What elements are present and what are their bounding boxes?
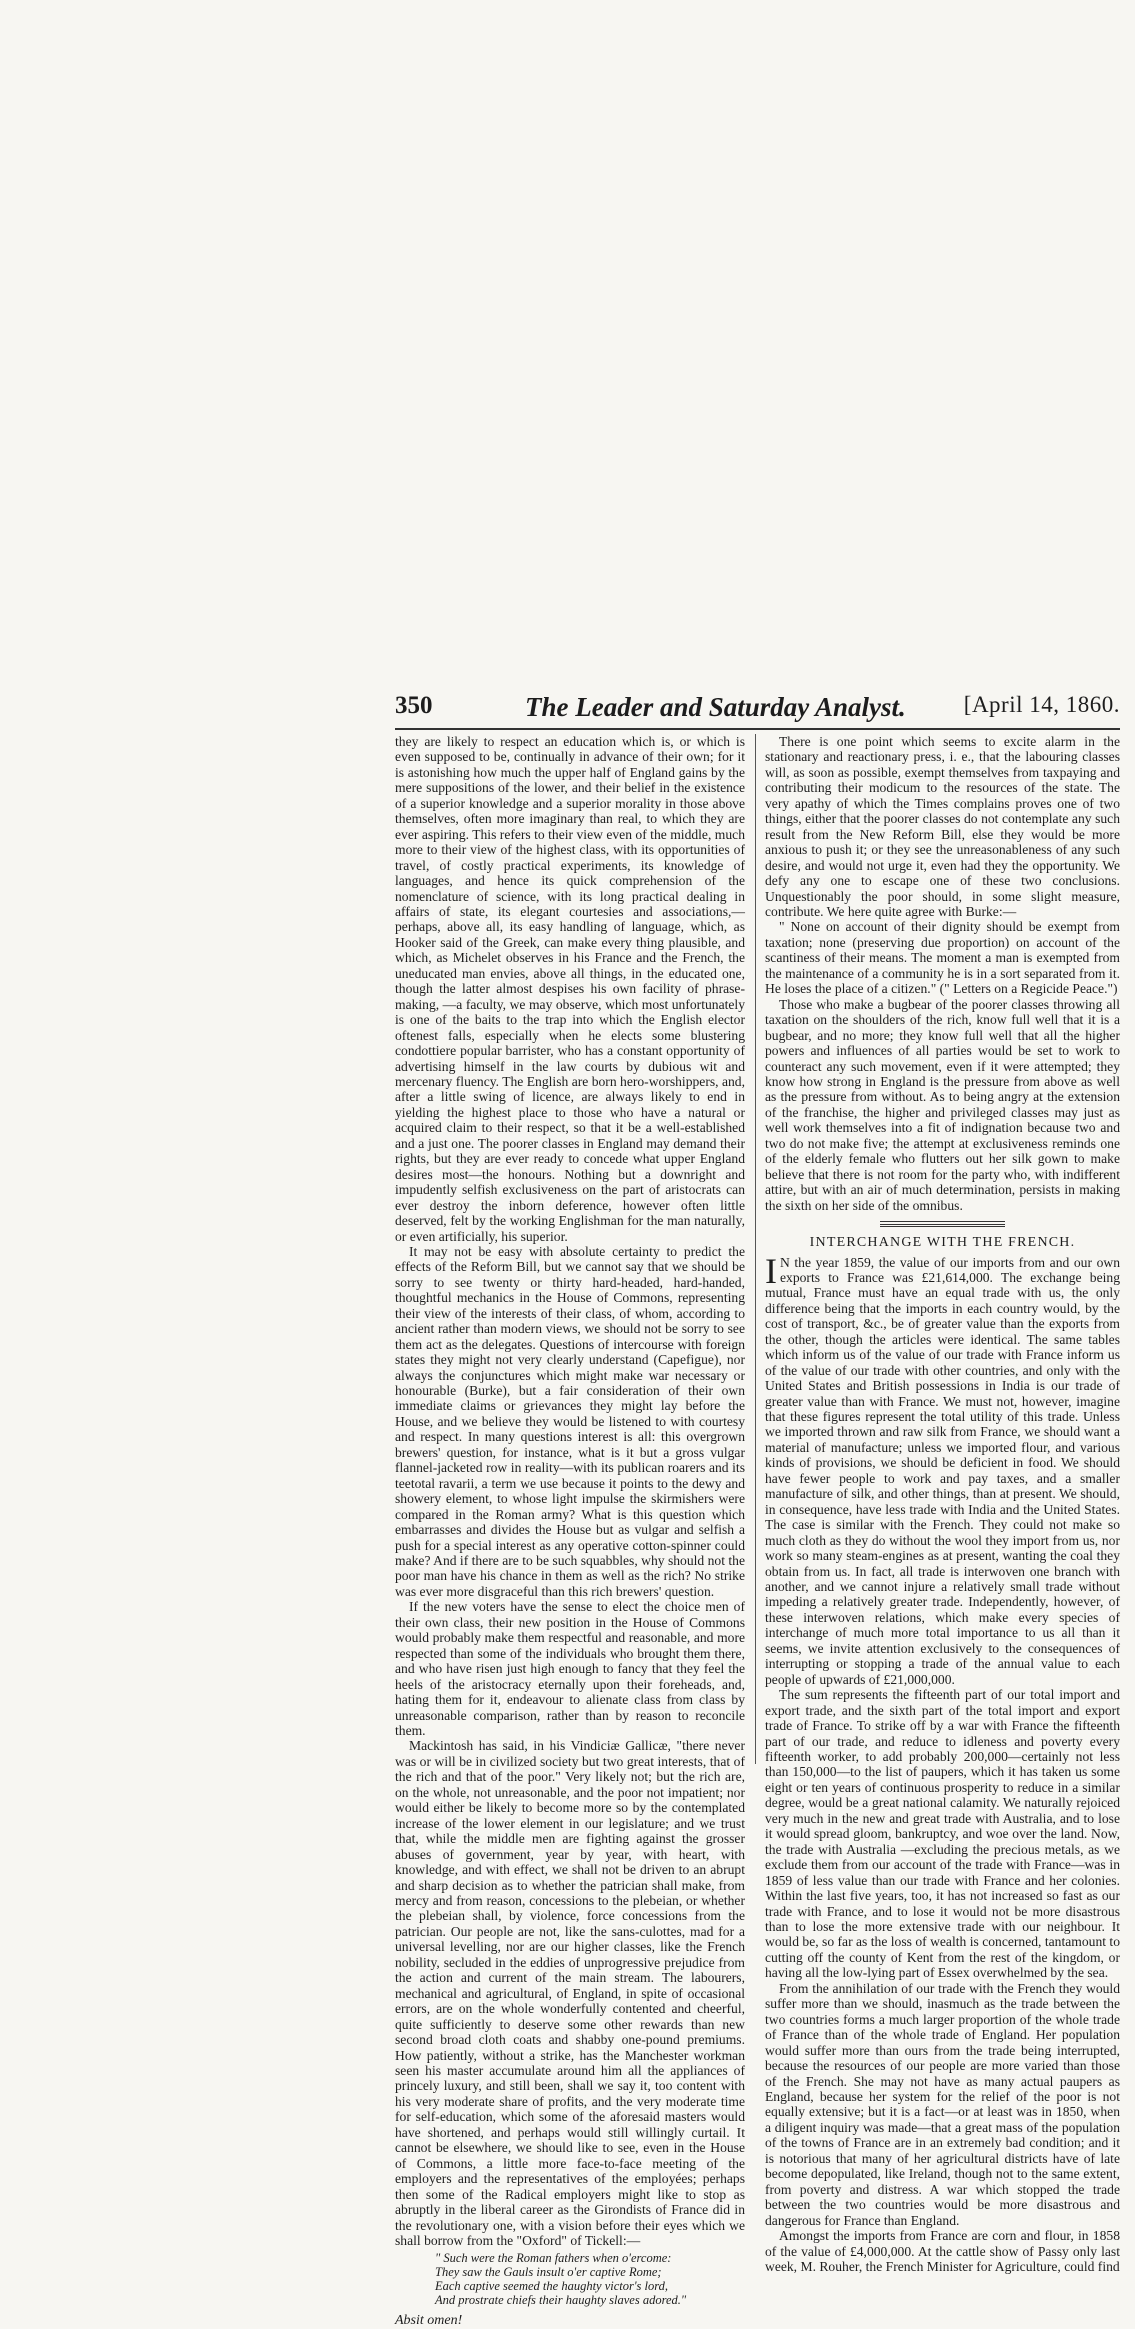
- article-paragraph: If the new voters have the sense to elect the choice men of their own class, their new position in the House of Commons would probably make them respectful and reasonable, and more respected than some of the individuals who brought them there, and who have risen just high enough to fancy that they feel the heels of the aristocracy eternally upon their foreheads, and, hating them for it, endeavour to alienate class from class by unreasonable comparison, rather than by reason to reconcile them.: [395, 1599, 745, 1738]
- section-rule-double: [880, 1224, 1005, 1227]
- article-paragraph: Those who make a bugbear of the poorer classes throwing all taxation on the shoulders of the rich, know full well that it is a bugbear, and no more; they know full well that all the higher powers and influences of all parties would be set to work to counteract any such movement, even if it were attempted; they know how strong in England is the pressure from above as well as the pressure from without. As to being angry at the extension of the franchise, the higher and privileged classes may just as well work themselves into a fit of indignation because two and two do not make five; the attempt at exclusiveness reminds one of the elderly female who flutters out her silk gown to make believe that there is not room for the party who, with indifferent attire, but with an air of much determination, persists in making the sixth on her side of the omnibus.: [765, 996, 1120, 1213]
- issue-date: [April 14, 1860.: [963, 692, 1120, 717]
- article-paragraph: It may not be easy with absolute certainty to predict the effects of the Reform Bill, but we cannot say that we should be sorry to see twenty or thirty hard-headed, hard-handed, thoughtful mechanics in the House of Commons, representing their view of the interests of their class, of whom, according to ancient rather than modern views, we should not be sorry to see them act as the delegates. Questions of intercourse with foreign states they might not very clearly understand (Capefigue), nor always the conjunctures which might make war necessary or honourable (Burke), but a fair consideration of their own immediate claims or grievances they might lay before the House, and we believe they would be listened to with courtesy and respect. In many questions interest is all: this overgrown brewers' question, for instance, what is it but a gross vulgar flannel-jacketed row in reality—with its publican roarers and its teetotal ravarii, a term we use because it points to the dewy and showery element, to whose light impulse the skirmishers were compared in the Roman army? What is this question which embarrasses and divides the House but as vulgar and selfish a push for a special interest as any operative cotton-spinner could make? And if there are to be such squabbles, why should not the poor man have his chance in them as well as the rich? No strike was ever more disgraceful than this rich brewers' question.: [395, 1243, 745, 1599]
- block-quote: " None on account of their dignity should be exempt from taxation; none (preserving due proportion) on account of the scantiness of their means. The moment a man is exempted from the maintenance of a community he is in a sort separated from it. He loses the place of a citizen." (" Letters on a Regicide Peace."): [765, 919, 1120, 997]
- section-paragraph: Amongst the imports from France are corn and flour, in 1858 of the value of £4,000,000. At the cattle show of Passy only last week, M. Rouher, the French Minister for Agriculture, could find: [765, 2228, 1120, 2274]
- drop-cap: I: [765, 1250, 777, 1291]
- page-number: 350: [395, 692, 433, 719]
- verse-line: Each captive seemed the haughty victor's lord,: [435, 2279, 669, 2294]
- masthead-rule: [395, 728, 1120, 730]
- section-rule: [880, 1221, 1005, 1222]
- section-paragraph: The sum represents the fifteenth part of our total import and export trade, and the sixth part of the total import and export trade of France. To strike off by a war with France the fifteenth part of our trade, and reduce to idleness and poverty every fifteenth worker, to add probably 200,000—certainly not less than 150,000—to the list of paupers, which it has taken us some eight or ten years of continuous prosperity to reduce in a similar degree, would be a great national calamity. We naturally rejoiced very much in the new and great trade with Australia, and to lose it would spread gloom, bankruptcy, and woe over the land. Now, the trade with Australia —excluding the precious metals, as we exclude them from our account of the trade with France—was in 1859 of less value than our trade with France and her colonies. Within the last five years, too, it has not increased so fast as our trade with France, and to lose it would not be more disastrous than to lose the more extensive trade with our neighbour. It would be, so far as the loss of wealth is concerned, tantamount to cutting off the county of Kent from the rest of the kingdom, or having all the low-lying part of Essex overwhelmed by the sea.: [765, 1687, 1120, 1981]
- article-paragraph: they are likely to respect an education which is, or which is even supposed to be, continually in advance of their own; for it is astonishing how much the upper half of England gains by the mere suppositions of the lower, and their belief in the existence of a superior knowledge and a superior morality in those above themselves, often more imaginary than real, to which they are ever aspiring. This refers to their view even of the middle, much more to their view of the highest class, with its opportunities of travel, of costly practical experiments, its knowledge of languages, and hence its quick comprehension of the nomenclature of science, with its long practical dealing in affairs of state, its elegant courtesies and associations,—perhaps, above all, its easy handling of language, which, as Hooker said of the Greek, can make every thing plausible, and which, as Michelet observes in his France and the French, the uneducated man envies, above all things, in the educated one, though the latter almost despises his own facility of phrase-making, —a faculty, we may observe, which most unfortunately is one of the baits to the trap into which the English elector oftenest falls, especially when he elects some blustering condottiere popular barrister, who has a constant opportunity of advertising himself in the law courts by dubious wit and mercenary fluency. The English are born hero-worshippers, and, after a little swing of licence, are always likely to end in yielding the highest place to those who have a natural or acquired claim to their respect, so that it be a well-established and a just one. The poorer classes in England may demand their rights, but they are ever ready to concede what upper England desires most—the honours. Nothing but a downright and impudently selfish exclusiveness on the part of aristocrats can ever destroy the inborn deference, however often little deserved, felt by the working Englishman for the man naturally, or even artificially, his superior.: [395, 734, 745, 1244]
- section-paragraph-text: N the year 1859, the value of our imports from and our own exports to France was £21,614,000. The exchange being mutual, France must have an equal trade with us, the only difference being that the imports in each country would, by the cost of transport, &c., be of greater value than the exports from the other, though the articles were identical. The same tables which inform us of the value of our trade with France inform us of the value of our trade with other countries, and only with the United States and British possessions in India is our trade of greater value than with France. We must not, however, imagine that these figures represent the total utility of this trade. Unless we imported thrown and raw silk from France, we should want a material of manufacture; unless we imported flour, and various kinds of provisions, we should be deficient in food. We should have fewer people to work and pay taxes, and a smaller manufacture of silk, and other things, than at present. We should, in consequence, have less trade with India and the United States. The case is similar with the French. They could not make so much cloth as they do without the wool they import from us, nor work so many steam-engines as at present, wanting the coal they obtain from us. In fact, all trade is interwoven one branch with another, and we cannot injure a relatively small trade without impeding a relatively greater trade. Independently, however, of these interwoven relations, which make every species of interchange of much more total importance to us all than it seems, we invite attention exclusively to the consequences of interrupting or stopping a trade of the annual value to each people of upwards of £21,000,000.: [765, 1254, 1120, 1687]
- right-column: [765, 734, 1120, 2274]
- column-divider: [755, 734, 756, 1764]
- verse-line: They saw the Gauls insult o'er captive Rome;: [435, 2265, 662, 2280]
- section-heading: INTERCHANGE WITH THE FRENCH.: [809, 1235, 1076, 1251]
- verse-line: " Such were the Roman fathers when o'ercome:: [435, 2251, 672, 2266]
- verse-line: And prostrate chiefs their haughty slaves adored.": [435, 2293, 687, 2308]
- masthead: [395, 692, 1120, 726]
- section-paragraph: [765, 1250, 1120, 1688]
- article-paragraph: There is one point which seems to excite alarm in the stationary and reactionary press, i. e., that the labouring classes will, as soon as possible, exempt themselves from taxpaying and contributing their modicum to the resources of the state. The very apathy of which the Times complains proves one of two things, either that the poorer classes do not contemplate any such result from the New Reform Bill, else they would be more anxious to push it; or they see the unreasonableness of any such desire, and would not urge it, even had they the opportunity. We defy any one to escape one of these two conclusions. Unquestionably the poor should, in some slight measure, contribute. We here quite agree with Burke:—: [765, 734, 1120, 919]
- closing-line: Absit omen!: [395, 2313, 463, 2329]
- left-column: [395, 734, 745, 2329]
- section-paragraph: From the annihilation of our trade with the French they would suffer more than we should, inasmuch as the trade between the two countries forms a much larger proportion of the whole trade of France than of the whole trade of England. Her population would suffer more than ours from the trade being interrupted, because the resources of our people are more varied than those of the French. She may not have as many actual paupers as England, because her system for the relief of the poor is not equally extensive; but it is a fact—or at least was in 1850, when a diligent inquiry was made—that a great mass of the population of the towns of France are in an extremely bad condition; and it is notorious that many of her agricultural districts have of late become depopulated, like Ireland, though not to the same extent, from poverty and distress. A war which stopped the trade between the two countries would be more disastrous and dangerous for France than England.: [765, 1980, 1120, 2228]
- journal-title: The Leader and Saturday Analyst.: [525, 692, 906, 722]
- article-paragraph: Mackintosh has said, in his Vindiciæ Gallicæ, "there never was or will be in civilized society but two great interests, that of the rich and that of the poor." Very likely not; but the rich are, on the whole, not unreasonable, and the poor not impatient; nor would either be likely to become more so by the contemplated increase of the lower element in our legislature; and we trust that, while the middle men are fighting against the grosser abuses of government, year by year, with heart, with knowledge, and with effect, we shall not be driven to an abrupt and sharp decision as to whether the patrician shall make, from mercy and from reason, concessions to the plebeian, or whether the plebeian shall, by violence, force concessions from the patrician. Our people are not, like the sans-culottes, mad for a universal levelling, nor are our higher classes, like the French nobility, secluded in the eddies of unprogressive prejudice from the action and current of the main stream. The labourers, mechanical and agricultural, of England, in spite of occasional errors, are on the whole wonderfully contented and cheerful, quite sufficiently to deserve some other rewards than new second broad cloth coats and shabby one-pound premiums. How patiently, without a strike, has the Manchester workman seen his master accumulate around him all the appliances of princely luxury, and still been, shall we say it, too content with his very moderate share of profits, and the very moderate time for self-education, which some of the aforesaid masters would have shortened, and perhaps would still willingly curtail. It cannot be elsewhere, we should like to see, even in the House of Commons, a little more face-to-face meeting of the employers and the representatives of the employées; perhaps then some of the Radical employers might like to stop as abruptly in the liberal career as the Girondists of France did in the revolutionary one, with a vision before their eyes which we shall borrow from the "Oxford" of Tickell:—: [395, 1738, 745, 2248]
- verse-quote: [435, 2251, 745, 2307]
